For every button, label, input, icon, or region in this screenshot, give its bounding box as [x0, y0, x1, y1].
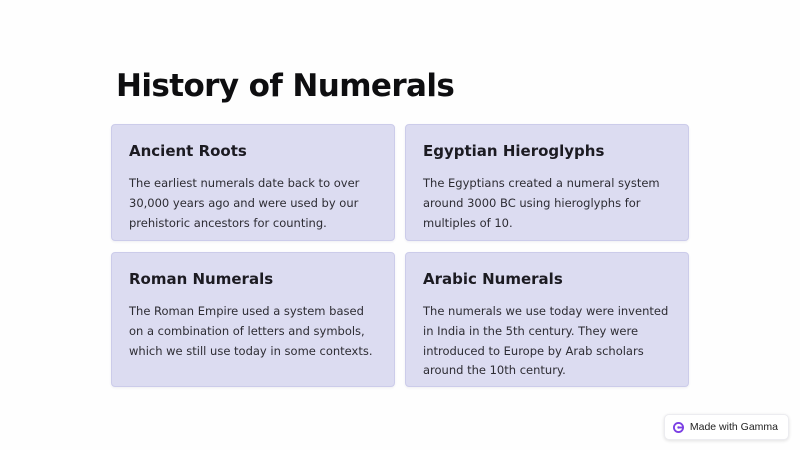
badge-label: Made with Gamma: [689, 421, 778, 433]
card-roman-numerals: [111, 252, 395, 387]
card-text: The earliest numerals date back to over 30,000 years ago and were used by our prehistoric ancestors for counting.: [129, 176, 360, 230]
card-egyptian-hieroglyphs: [405, 124, 689, 241]
card-ancient-roots: [111, 124, 395, 241]
card-title: Roman Numerals: [129, 270, 274, 288]
made-with-gamma-button[interactable]: [664, 414, 789, 440]
card-text: The numerals we use today were invented in India in the 5th century. They were introduced to Europe by Arab scholars around the 10th century.: [423, 304, 669, 378]
card-arabic-numerals: [405, 252, 689, 387]
gamma-logo-icon: [673, 422, 684, 433]
card-title: Arabic Numerals: [423, 270, 563, 288]
page-title: History of Numerals: [116, 68, 455, 104]
card-grid: [111, 124, 689, 387]
card-text: The Egyptians created a numeral system around 3000 BC using hieroglyphs for multiples of 10.: [423, 176, 660, 230]
card-title: Ancient Roots: [129, 142, 247, 160]
card-text: The Roman Empire used a system based on a combination of letters and symbols, which we still use today in some contexts.: [129, 304, 373, 358]
card-title: Egyptian Hieroglyphs: [423, 142, 605, 160]
